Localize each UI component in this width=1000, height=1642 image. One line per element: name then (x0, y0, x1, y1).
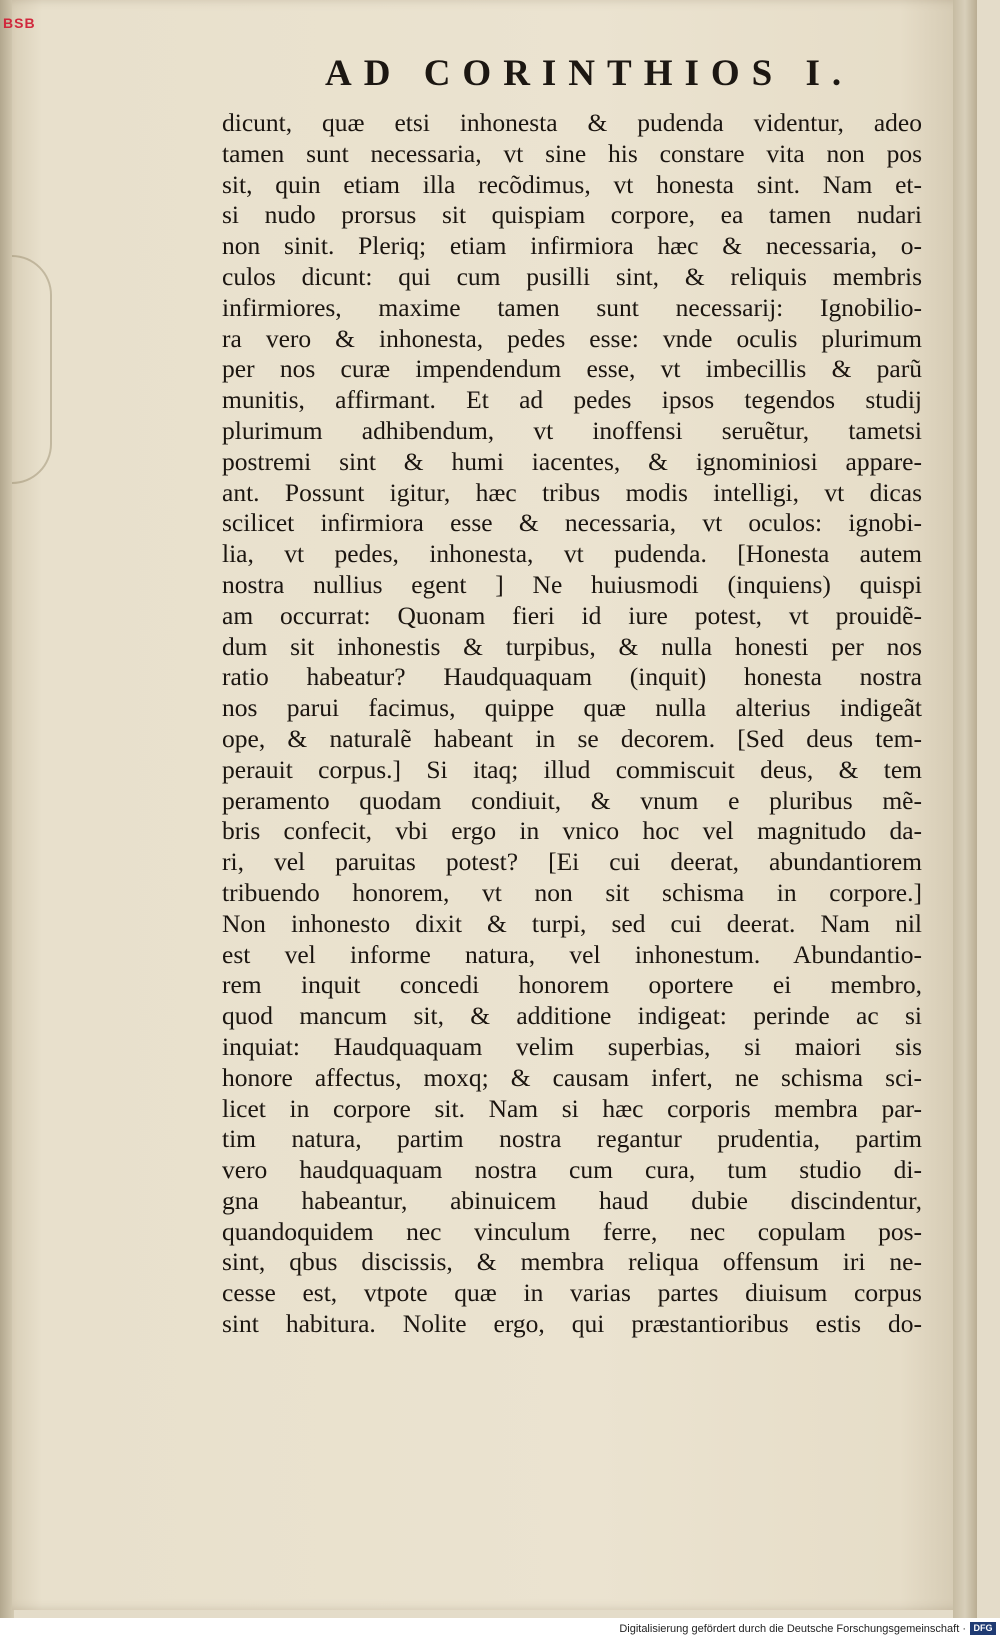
page-tab-outline (12, 255, 52, 484)
text-line: postremi sint & humi iacentes, & ignominiosi appare- (222, 446, 922, 476)
text-line: tamen sunt necessaria, vt sine his constare vita non pos (222, 138, 922, 168)
text-line: culos dicunt: qui cum pusilli sint, & reliquis membris (222, 261, 922, 291)
text-line: ratio habeatur? Haudquaquam (inquit) honesta nostra (222, 662, 922, 692)
text-line: dicunt, quæ etsi inhonesta & pudenda videntur, adeo (222, 108, 922, 137)
footer-credit: Digitalisierung gefördert durch die Deutsche Forschungsgemeinschaft · (619, 1623, 966, 1635)
text-line: Non inhonesto dixit & turpi, sed cui deerat. Nam nil (222, 908, 922, 938)
text-line: cesse est, vtpote quæ in varias partes diuisum corpus (222, 1278, 922, 1308)
body-text (222, 108, 922, 1340)
text-line: bris confecit, vbi ergo in vnico hoc vel magnitudo da- (222, 816, 922, 846)
text-line: licet in corpore sit. Nam si hæc corporis membra par- (222, 1093, 922, 1123)
page-edge (953, 0, 977, 1618)
text-line: vero haudquaquam nostra cum cura, tum studio di- (222, 1155, 922, 1185)
text-line: inquiat: Haudquaquam velim superbias, si maiori sis (222, 1031, 922, 1061)
text-line: tim natura, partim nostra regantur prudentia, partim (222, 1124, 922, 1154)
text-line: non sinit. Pleriq; etiam infirmiora hæc & necessaria, o- (222, 231, 922, 261)
text-line: lia, vt pedes, inhonesta, vt pudenda. [Honesta autem (222, 539, 922, 569)
text-line: sint habitura. Nolite ergo, qui præstantioribus estis do- (222, 1309, 922, 1339)
text-line: scilicet infirmiora esse & necessaria, vt oculos: ignobi- (222, 508, 922, 538)
text-line: perauit corpus.] Si itaq; illud commiscuit deus, & tem (222, 754, 922, 784)
text-line: peramento quodam condiuit, & vnum e pluribus mẽ- (222, 785, 922, 815)
library-mark: BSB (3, 15, 36, 31)
text-line: ri, vel paruitas potest? [Ei cui deerat, abundantiorem (222, 847, 922, 877)
text-line: si nudo prorsus sit quispiam corpore, ea tamen nudari (222, 200, 922, 230)
text-line: dum sit inhonestis & turpibus, & nulla honesti per nos (222, 631, 922, 661)
text-line: infirmiores, maxime tamen sunt necessarij: Ignobilio- (222, 292, 922, 322)
text-line: rem inquit concedi honorem oportere ei membro, (222, 970, 922, 1000)
text-line: tribuendo honorem, vt non sit schisma in corpore.] (222, 877, 922, 907)
running-head: AD CORINTHIOS I. (325, 53, 854, 94)
text-line: sit, quin etiam illa recõdimus, vt honesta sint. Nam et- (222, 169, 922, 199)
footer-bar (0, 1618, 1000, 1642)
text-line: nostra nullius egent ] Ne huiusmodi (inquiens) quispi (222, 569, 922, 599)
text-line: est vel informe natura, vel inhonestum. Abundantio- (222, 939, 922, 969)
text-line: nos parui facimus, quippe quæ nulla alterius indigeãt (222, 693, 922, 723)
text-line: ra vero & inhonesta, pedes esse: vnde oculis plurimum (222, 323, 922, 353)
text-line: quandoquidem nec vinculum ferre, nec copulam pos- (222, 1216, 922, 1246)
text-line: gna habeantur, abinuicem haud dubie discindentur, (222, 1185, 922, 1215)
dfg-logo: DFG (970, 1622, 996, 1635)
text-line: per nos curæ impendendum esse, vt imbecillis & parũ (222, 354, 922, 384)
text-line: honore affectus, moxq; & causam infert, ne schisma sci- (222, 1062, 922, 1092)
text-line: am occurrat: Quonam fieri id iure potest, vt prouidẽ- (222, 600, 922, 630)
text-line: ant. Possunt igitur, hæc tribus modis intelligi, vt dicas (222, 477, 922, 507)
text-line: ope, & naturalẽ habeant in se decorem. [Sed deus tem- (222, 723, 922, 753)
text-line: sint, qbus discissis, & membra reliqua offensum iri ne- (222, 1247, 922, 1277)
text-line: plurimum adhibendum, vt inoffensi seruẽtur, tametsi (222, 415, 922, 445)
text-line: quod mancum sit, & additione indigeat: perinde ac si (222, 1001, 922, 1031)
text-line: munitis, affirmant. Et ad pedes ipsos tegendos studij (222, 385, 922, 415)
